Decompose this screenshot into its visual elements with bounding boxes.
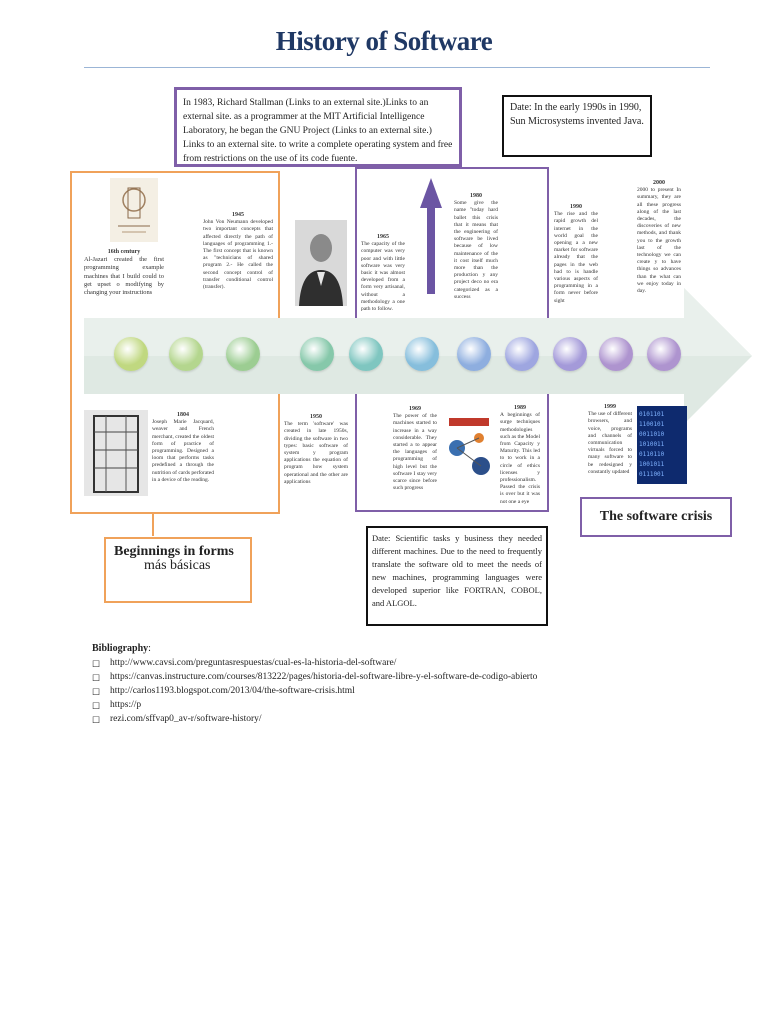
origins-connector: [152, 512, 154, 536]
svg-text:1010011: 1010011: [639, 441, 665, 448]
timeline-entry-1999: 1999 The use of different browsers, and voice, programs and channels of communication virtuals forced to many software to be redesigned y constantly updated: [588, 404, 632, 475]
svg-text:0110110: 0110110: [639, 451, 665, 458]
timeline-marker: [226, 337, 260, 371]
timeline-entry-1965: 1965 The capacity of the computer was very poor and with little software was very basic it was almost developed from a form very artisanal, without a methodology a one path to follow.: [361, 234, 405, 313]
timeline-marker: [169, 337, 203, 371]
svg-text:0011010: 0011010: [639, 431, 665, 438]
timeline-marker: [505, 337, 539, 371]
bibliography-item[interactable]: ☐ rezi.com/sffvap0_av-r/software-history/: [92, 714, 262, 725]
origins-title: Beginnings in forms: [114, 544, 234, 559]
network-diagram-image: [443, 414, 497, 490]
timeline-entry-1990: 1990 The rise and the rapid growth del internet in the world goal the opening a a new market for software already that the pages in the web had to is handle various aspects of programming in a form never before sight: [554, 204, 598, 304]
binary-code-image: [637, 406, 687, 484]
title-divider: [84, 67, 710, 68]
al-jazari-machine-image: [110, 178, 158, 242]
timeline-marker: [647, 337, 681, 371]
checkbox-icon: ☐: [92, 715, 101, 725]
checkbox-icon: ☐: [92, 701, 101, 711]
checkbox-icon: ☐: [92, 659, 101, 669]
timeline-entry-1950: 1950 The term 'software' was created in late 1950s, dividing the software in two types: basic software of system y program applications the equation of program how system operational and the other are applications: [284, 414, 348, 485]
bibliography-list: [92, 656, 537, 726]
origins-subtitle: más básicas: [144, 558, 211, 573]
origins-label: [104, 537, 252, 603]
bibliography-item[interactable]: ☐ http://www.cavsi.com/preguntasrespuestas/cual-es-la-historia-del-software/: [92, 658, 397, 669]
up-arrow-icon: [420, 178, 442, 294]
svg-text:0111001: 0111001: [639, 471, 665, 478]
timeline-entry-16th-century: 16th century Al-Jazari created the first programming example machines that I build could to get upset o modifying by changing your instructions: [84, 249, 164, 297]
bibliography-item[interactable]: ☐ https://p: [92, 700, 142, 711]
checkbox-icon: ☐: [92, 673, 101, 683]
timeline-marker: [349, 337, 383, 371]
timeline-marker: [405, 337, 439, 371]
svg-text:0101101: 0101101: [639, 411, 665, 418]
crisis-date-callout: Date: Scientific tasks y business they needed different machines. Due to the need to frequently translate the software old to meet the needs of new machines, programming languages were developed superior like FORTRAN, COBOL, and ALGOL.: [366, 526, 548, 626]
svg-text:1001011: 1001011: [639, 461, 665, 468]
timeline-entry-1969: 1969 The power of the machines started to increase in a way considerable. They started a to appear the languages of programming of high level but the software I stay very scarce since before such progress: [393, 406, 437, 492]
von-neumann-portrait: [295, 220, 347, 306]
bibliography: Bibliography: ☐ http://www.cavsi.com/preguntasrespuestas/cual-es-la-historia-del-software/ ☐ https://canvas.instructure.com/courses/813222/pages/historia-del-software-libre-y-el-software-de-codigo-abierto ☐ http://carlos1193.blogspot.com/2013/04/the-software-crisis.html ☐ https://p ☐ rezi.com/sffvap0_av-r/software-history/: [92, 643, 538, 725]
svg-text:1100101: 1100101: [639, 421, 665, 428]
timeline-marker: [553, 337, 587, 371]
jacquard-loom-image: [84, 410, 148, 496]
bibliography-title: Bibliography: [92, 643, 149, 654]
timeline-entry-1804: 1804 Joseph Marie Jacquard, weaver and French merchant, created the oldest form of practice of programming. Designed a loom that performs tasks predefined a through the nutrition of cards perforated in a device of the reading.: [152, 412, 214, 483]
timeline-marker: [457, 337, 491, 371]
bibliography-item[interactable]: ☐ http://carlos1193.blogspot.com/2013/04/the-software-crisis.html: [92, 686, 355, 697]
timeline-marker: [300, 337, 334, 371]
timeline-entry-1980: 1980 Some give the name "today hard ballet this crisis that it means that the engineering of software be lived because of low maintenance of the it cost itself much more than the production y any project deco no era categorized as a success: [454, 193, 498, 300]
checkbox-icon: ☐: [92, 687, 101, 697]
software-crisis-label: The software crisis: [580, 497, 732, 537]
stallman-callout: In 1983, Richard Stallman (Links to an external site.)Links to an external site. as a programmer at the MIT Artificial Intelligence Laboratory, he began the GNU Project (Links to an external site.) Links to an external site. to write a complete operating system and free from restrictions on the use of its code fuente.: [174, 87, 462, 167]
bibliography-item[interactable]: ☐ https://canvas.instructure.com/courses/813222/pages/historia-del-software-libre-y-el-software-de-codigo-abierto: [92, 672, 538, 683]
timeline-marker: [114, 337, 148, 371]
timeline-entry-1989: 1989 A beginnings of surge techniques methodologies such as the Model from Capacity y Maturity. This led to to work in a circle of ethics licenses y professionalism. Passed the crisis is over but it was not one a eye: [500, 405, 540, 505]
timeline-entry-2000: 2000 2000 to present In summary, they are all these progress along of the last decades, the discoveries of new methods, and thank you to the growth last of the technology we can create y to have things so advances than the what can we enjoy today in day.: [637, 180, 681, 295]
java-callout: Date: In the early 1990s in 1990, Sun Microsystems invented Java.: [502, 95, 652, 157]
page-title: History of Software: [275, 26, 493, 56]
timeline-marker: [599, 337, 633, 371]
timeline-entry-1945: 1945 John Von Neumann developed two important concepts that affected directly the path of languages of programming 1.- The first concept that is known as "technicians of shared program 2.- He called the second concept control of transfer conditional control (transfer).: [203, 212, 273, 291]
